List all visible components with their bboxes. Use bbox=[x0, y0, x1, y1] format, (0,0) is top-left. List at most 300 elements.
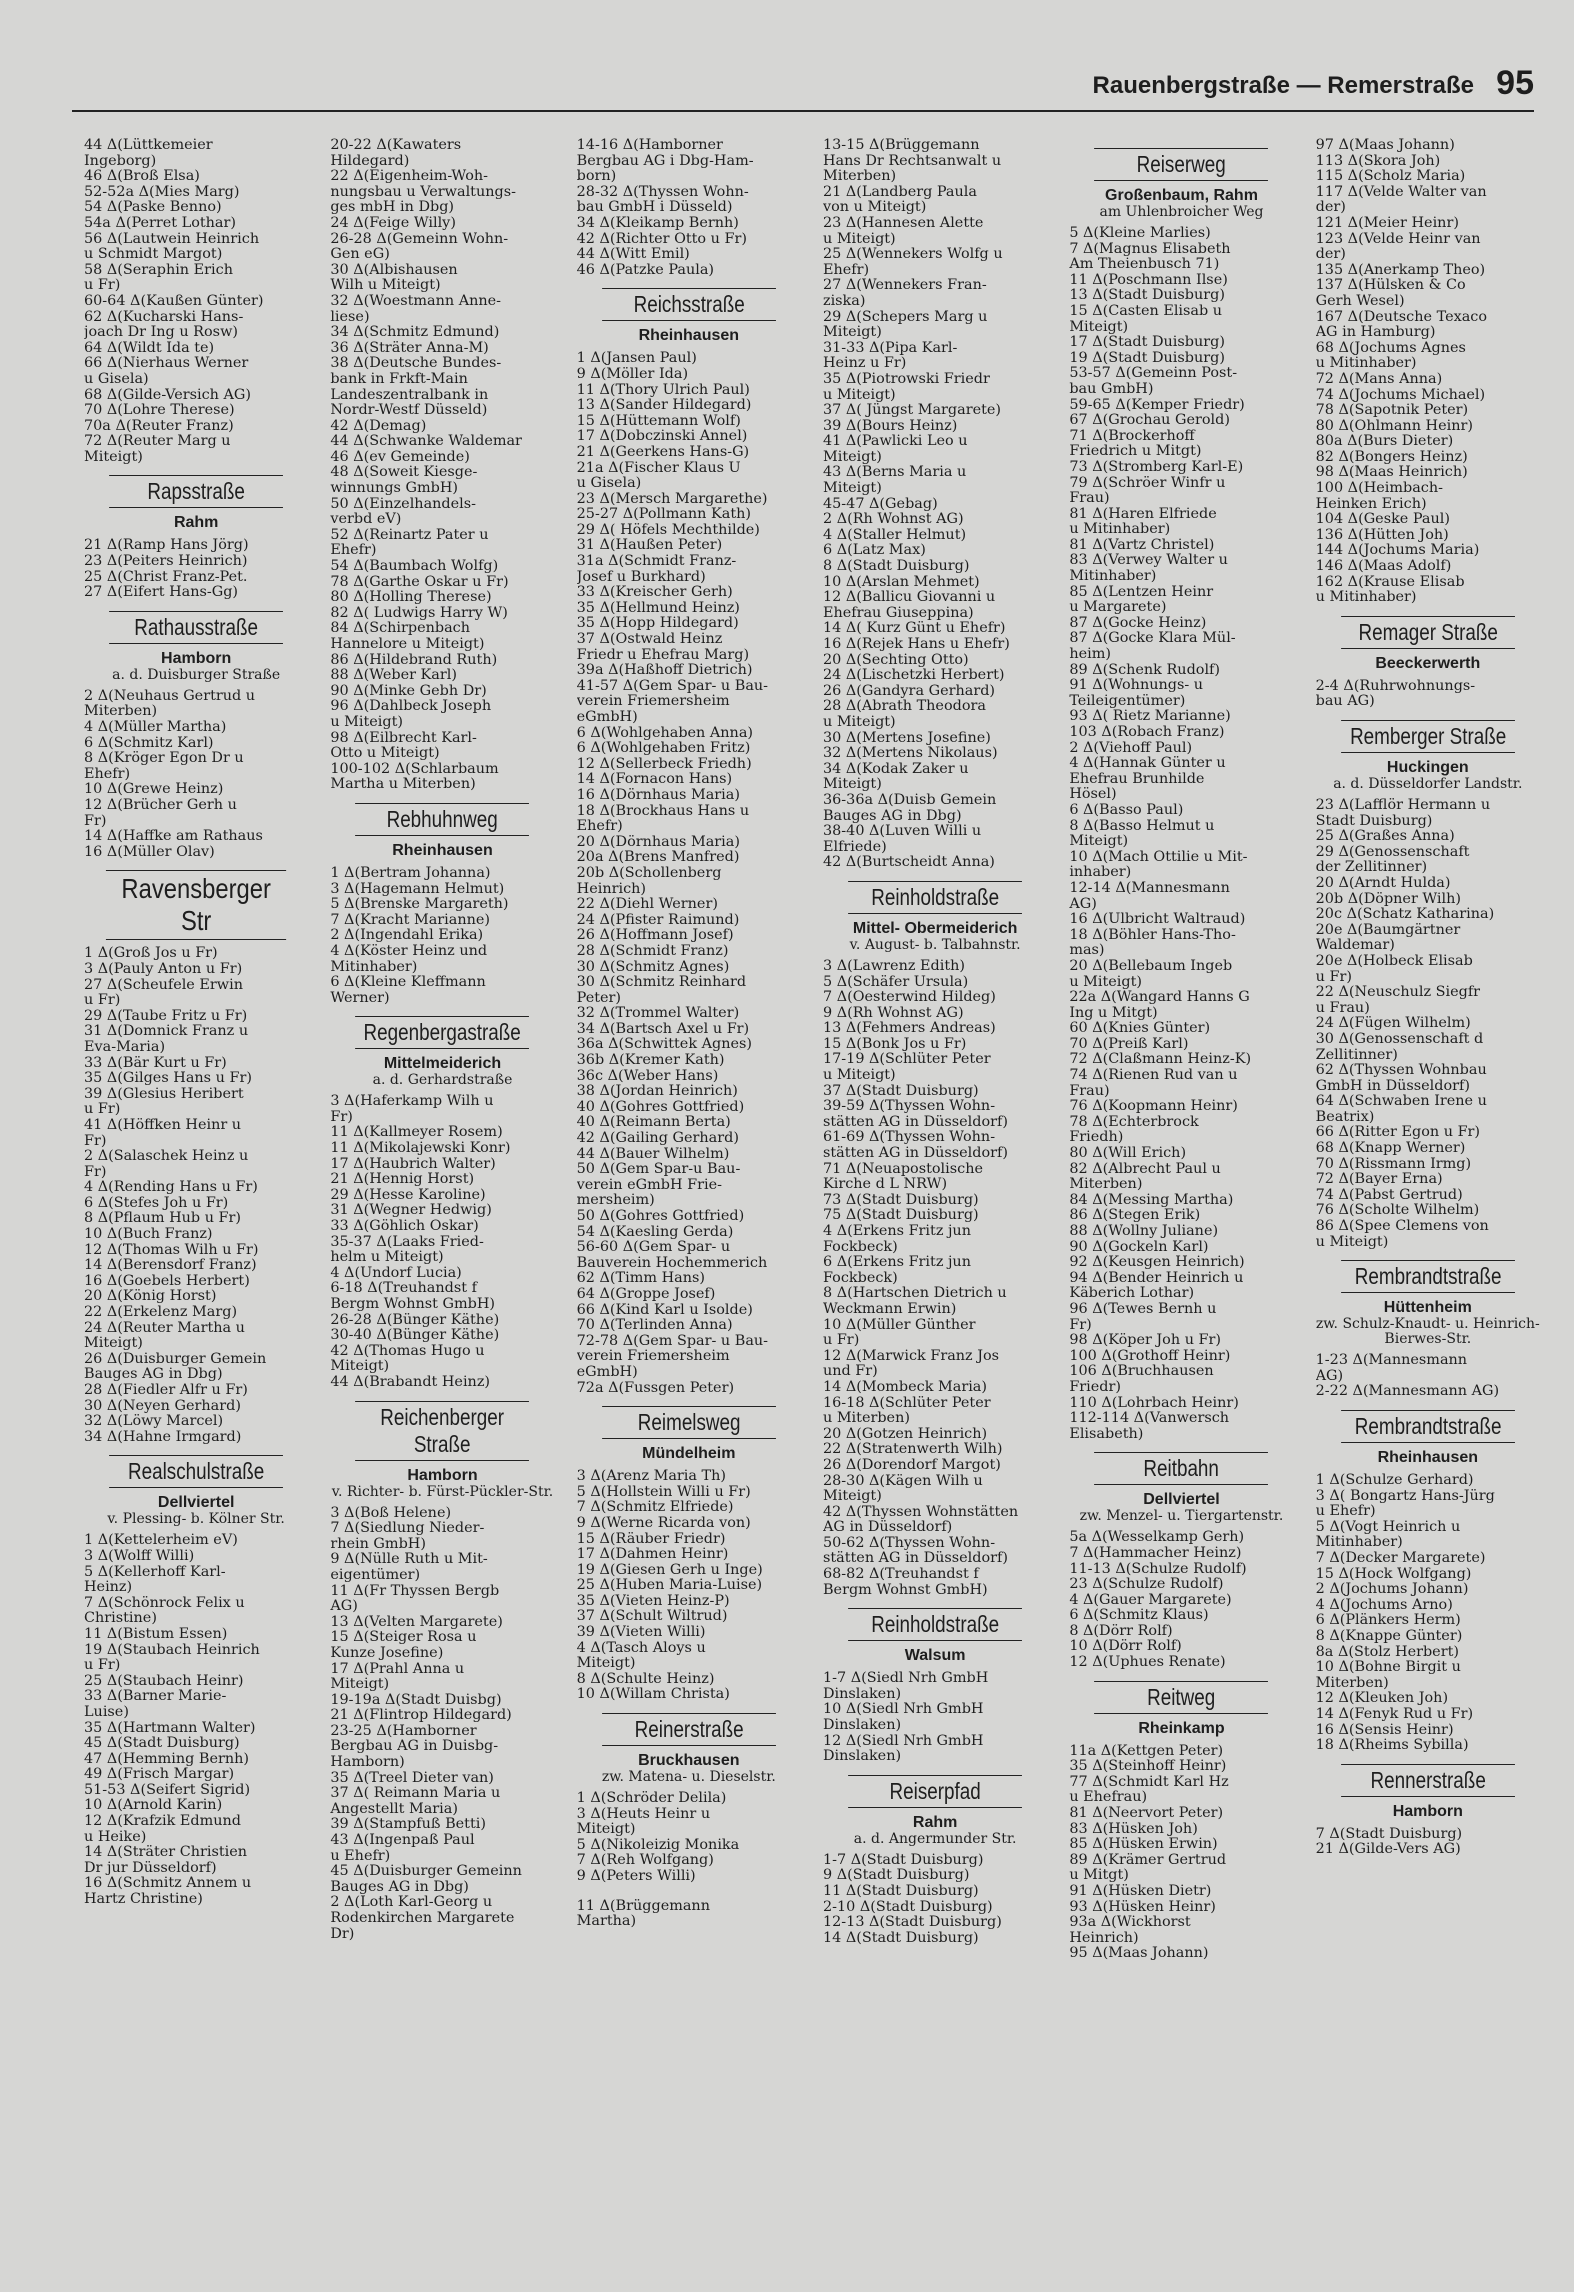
address-entry: 64 Δ(Groppe Josef) bbox=[576, 1285, 716, 1302]
address-entry: 73 Δ(Stadt Duisburg) bbox=[822, 1191, 979, 1208]
address-entry: 93 Δ(Hüsken Heinr) bbox=[1069, 1898, 1216, 1915]
street-heading bbox=[577, 1713, 801, 1785]
address-entry: 33 Δ(Barner Marie- bbox=[84, 1688, 227, 1705]
address-entry: joach Dr Ing u Rosw) bbox=[84, 324, 238, 341]
address-entry: Miteigt) bbox=[84, 1335, 143, 1352]
address-entry: 50 Δ(Gem Spar-u Bau- bbox=[576, 1161, 741, 1178]
address-entry: 54 Δ(Baumbach Wolfg) bbox=[330, 558, 499, 575]
street-range-note: am Uhlenbroicher Weg bbox=[1099, 204, 1264, 220]
address-entry: 22 Δ(Stratenwerth Wilh) bbox=[822, 1441, 1003, 1458]
address-entry: AG in Düsseldorf) bbox=[822, 1519, 953, 1536]
address-entry: 11 Δ(Thory Ulrich Paul) bbox=[576, 381, 750, 398]
address-entry: 22 Δ(Diehl Werner) bbox=[576, 896, 718, 913]
address-entry: 68 Δ(Knapp Werner) bbox=[1315, 1140, 1466, 1157]
district-name: Dellviertel bbox=[157, 1494, 235, 1512]
address-entry: 62 Δ(Kucharski Hans- bbox=[84, 308, 244, 325]
address-entry: 30 Δ(Genossenschaft d bbox=[1315, 1030, 1484, 1047]
address-entry: 44 Δ(Lüttkemeier bbox=[84, 138, 213, 153]
address-entry: 20 Δ(Dörnhaus Maria) bbox=[576, 833, 740, 850]
address-entry: 44 Δ(Bauer Wilhelm) bbox=[576, 1145, 730, 1162]
address-entry: 4 Δ(Hannak Günter u bbox=[1069, 755, 1226, 772]
street-name: Reichenberger Straße bbox=[355, 1401, 529, 1461]
address-entry: u Fr) bbox=[84, 1657, 121, 1674]
address-entry: 14 Δ(Fenyk Rud u Fr) bbox=[1315, 1705, 1474, 1722]
address-entry: AG) bbox=[330, 1598, 358, 1615]
street-name: Reitbahn bbox=[1094, 1452, 1268, 1485]
address-entry: 11a Δ(Kettgen Peter) bbox=[1069, 1742, 1224, 1759]
address-entry: 112-114 Δ(Vanwersch bbox=[1069, 1410, 1230, 1427]
address-entry: 6 Δ(Stefes Joh u Fr) bbox=[84, 1194, 229, 1211]
address-entry: 62 Δ(Thyssen Wohnbau bbox=[1315, 1062, 1487, 1079]
address-entry: u Heike) bbox=[84, 1828, 147, 1845]
address-entry: 7 Δ(Schmitz Elfriede) bbox=[576, 1499, 734, 1516]
address-entry: 91 Δ(Wohnungs- u bbox=[1069, 677, 1204, 694]
address-entry: 28-30 Δ(Kägen Wilh u bbox=[822, 1472, 983, 1489]
district-name: Hamborn bbox=[1392, 1802, 1463, 1820]
district-name: Mittel- Obermeiderich bbox=[852, 919, 1018, 937]
address-entry: 2 Δ(Salaschek Heinz u bbox=[84, 1148, 249, 1165]
address-entry: 1 Δ(Bertram Johanna) bbox=[330, 864, 491, 881]
directory-column bbox=[1069, 138, 1293, 2252]
address-entry: 83 Δ(Verwey Walter u bbox=[1069, 552, 1228, 569]
address-entry: 10 Δ(Buch Franz) bbox=[84, 1226, 213, 1243]
street-range-note: a. d. Duisburger Straße bbox=[112, 666, 281, 683]
address-entry: Martha u Miterben) bbox=[330, 776, 476, 793]
address-entry: 43 Δ(Ingenpaß Paul bbox=[330, 1832, 475, 1849]
address-entry: 30-40 Δ(Bünger Käthe) bbox=[330, 1327, 500, 1344]
address-entry: 17 Δ(Haubrich Walter) bbox=[330, 1155, 496, 1172]
address-entry: bau AG) bbox=[1315, 693, 1375, 710]
address-entry: Fr) bbox=[84, 812, 107, 829]
address-entry: 67 Δ(Grochau Gerold) bbox=[1069, 412, 1230, 429]
address-entry: 5 Δ(Brenske Margareth) bbox=[330, 896, 509, 913]
address-entry: Angestellt Maria) bbox=[330, 1800, 458, 1817]
address-entry: Bergbau AG in Duisbg- bbox=[330, 1738, 499, 1755]
address-entry: 20e Δ(Holbeck Elisab bbox=[1315, 952, 1473, 969]
address-entry: 146 Δ(Maas Adolf) bbox=[1315, 558, 1452, 575]
address-entry: Ehefrau Brunhilde bbox=[1069, 770, 1205, 787]
address-entry: 60-64 Δ(Kaußen Günter) bbox=[84, 292, 264, 309]
street-name: Reichsstraße bbox=[602, 288, 776, 321]
address-entry: 81 Δ(Neervort Peter) bbox=[1069, 1805, 1224, 1822]
address-entry: 12 Δ(Uphues Renate) bbox=[1069, 1654, 1226, 1671]
address-entry: 85 Δ(Lentzen Heinr bbox=[1069, 583, 1214, 600]
address-entry: 23 Δ(Hannesen Alette bbox=[822, 214, 984, 231]
address-entry: 72a Δ(Fussgen Peter) bbox=[576, 1379, 735, 1396]
address-entry: 28 Δ(Abrath Theodora bbox=[822, 698, 986, 715]
address-entry: 25 Δ(Graßes Anna) bbox=[1315, 828, 1455, 845]
address-entry: mas) bbox=[1069, 942, 1105, 959]
address-entry: 10 Δ(Siedl Nrh GmbH bbox=[822, 1701, 984, 1718]
address-entry: 13 Δ(Sander Hildegard) bbox=[576, 397, 752, 414]
address-entry: eigentümer) bbox=[330, 1566, 421, 1583]
address-entry: 23 Δ(Mersch Margarethe) bbox=[576, 490, 768, 507]
directory-columns bbox=[84, 138, 1540, 2252]
address-entry: 36b Δ(Kremer Kath) bbox=[576, 1052, 725, 1069]
address-entry: 5 Δ(Hollstein Willi u Fr) bbox=[576, 1483, 751, 1500]
address-entry: 68 Δ(Gilde-Versich AG) bbox=[84, 386, 251, 403]
address-entry: Zellitinner) bbox=[1315, 1046, 1398, 1063]
address-entry: Bauges AG in Dbg) bbox=[84, 1366, 223, 1383]
address-entry: Christine) bbox=[84, 1610, 157, 1627]
address-entry: rhein GmbH) bbox=[330, 1535, 426, 1552]
address-entry: Friedh) bbox=[1069, 1129, 1124, 1146]
address-entry: 90 Δ(Minke Gebh Dr) bbox=[330, 682, 487, 699]
address-entry: 22 Δ(Eigenheim-Woh- bbox=[330, 168, 489, 185]
address-entry: 13 Δ(Fehmers Andreas) bbox=[822, 1020, 996, 1037]
district-name: Rahm bbox=[912, 1813, 958, 1831]
street-heading bbox=[1069, 1681, 1293, 1738]
street-name: Rembrandtstraße bbox=[1341, 1260, 1515, 1293]
address-entry: 30 Δ(Neyen Gerhard) bbox=[84, 1397, 241, 1414]
address-entry: 61-69 Δ(Thyssen Wohn- bbox=[822, 1129, 996, 1146]
address-entry: 2 Δ(Neuhaus Gertrud u bbox=[84, 687, 256, 704]
address-entry: Luise) bbox=[84, 1703, 129, 1720]
address-entry: 31 Δ(Haußen Peter) bbox=[576, 537, 723, 554]
address-entry: 19 Δ(Giesen Gerh u Inge) bbox=[576, 1561, 763, 1578]
address-entry: Miteigt) bbox=[822, 448, 882, 465]
address-entry: 2 Δ(Loth Karl-Georg u bbox=[330, 1894, 493, 1911]
address-entry: 12 Δ(Ballicu Giovanni u bbox=[822, 589, 996, 606]
address-entry: 86 Δ(Stegen Erik) bbox=[1069, 1207, 1201, 1224]
address-entry: AG in Hamburg) bbox=[1315, 324, 1436, 341]
address-entry: 5 Δ(Kellerhoff Karl- bbox=[84, 1563, 226, 1580]
address-entry: 31a Δ(Schmidt Franz- bbox=[576, 553, 737, 570]
address-entry: 23 Δ(Peiters Heinrich) bbox=[84, 553, 248, 570]
address-entry: Dr) bbox=[330, 1925, 355, 1942]
address-entry: Elfriede) bbox=[822, 838, 887, 855]
address-entry: 30 Δ(Mertens Josefine) bbox=[822, 729, 991, 746]
address-entry: u Miteigt) bbox=[1069, 973, 1143, 990]
district-name: Mündelheim bbox=[642, 1445, 736, 1463]
address-entry: 4 Δ(Müller Martha) bbox=[84, 719, 227, 736]
address-entry: u Miteigt) bbox=[1315, 1233, 1389, 1250]
address-entry: Am Theienbusch 71) bbox=[1069, 256, 1220, 273]
address-entry: 35 Δ(Gilges Hans u Fr) bbox=[84, 1070, 252, 1087]
address-entry: 24 Δ(Reuter Martha u bbox=[84, 1319, 245, 1336]
address-entry: 10 Δ(Arslan Mehmet) bbox=[822, 573, 980, 590]
address-entry: Fr) bbox=[84, 1163, 107, 1180]
address-entry: 11 Δ(Brüggemann bbox=[576, 1897, 710, 1914]
address-entry: u Mitinhaber) bbox=[1069, 521, 1171, 538]
address-entry: 16 Δ(Ulbricht Waltraud) bbox=[1069, 911, 1246, 928]
address-entry: 16 Δ(Sensis Heinr) bbox=[1315, 1721, 1454, 1738]
address-entry: 5 Δ(Vogt Heinrich u bbox=[1315, 1518, 1461, 1535]
page-number: 95 bbox=[1496, 64, 1534, 102]
address-entry: Fr) bbox=[1069, 1316, 1092, 1333]
address-entry: 8a Δ(Stolz Herbert) bbox=[1315, 1643, 1459, 1660]
address-entry: 22 Δ(Erkelenz Marg) bbox=[84, 1304, 238, 1321]
address-entry: 20b Δ(Döpner Wilh) bbox=[1315, 890, 1462, 907]
address-entry: verein Friemersheim bbox=[576, 693, 730, 710]
street-heading bbox=[330, 803, 554, 860]
address-entry: Frau) bbox=[1069, 490, 1110, 507]
address-entry: Teileigentümer) bbox=[1069, 692, 1186, 709]
address-entry: 26 Δ(Duisburger Gemein bbox=[84, 1350, 267, 1367]
address-entry: Ehefr) bbox=[822, 261, 870, 278]
address-entry: 11 Δ(Mikolajewski Konr) bbox=[330, 1140, 511, 1157]
address-entry: u Miteigt) bbox=[822, 1067, 896, 1084]
address-entry: 70 Δ(Terlinden Anna) bbox=[576, 1317, 733, 1334]
street-range-note: v. Plessing- b. Kölner Str. bbox=[107, 1511, 285, 1528]
address-entry: 84 Δ(Schirpenbach bbox=[330, 620, 471, 637]
address-entry: 110 Δ(Lohrbach Heinr) bbox=[1069, 1394, 1239, 1411]
address-entry: 23-25 Δ(Hamborner bbox=[330, 1722, 477, 1739]
address-entry: 84 Δ(Messing Martha) bbox=[1069, 1191, 1234, 1208]
address-entry: 24 Δ(Fügen Wilhelm) bbox=[1315, 1015, 1471, 1032]
address-entry: 4 Δ(Staller Helmut) bbox=[822, 526, 967, 543]
address-entry: verein Friemersheim bbox=[576, 1348, 730, 1365]
address-entry: 80 Δ(Will Erich) bbox=[1069, 1145, 1187, 1162]
address-entry: 7 Δ(Reh Wolfgang) bbox=[576, 1852, 714, 1869]
address-entry: 39a Δ(Haßhoff Dietrich) bbox=[576, 662, 753, 679]
address-entry: der) bbox=[1315, 246, 1346, 263]
address-entry: 3 Δ(Heuts Heinr u bbox=[576, 1805, 711, 1822]
directory-column bbox=[1316, 138, 1540, 2252]
address-entry: 4 Δ(Gauer Margarete) bbox=[1069, 1591, 1232, 1608]
address-entry: Bergm Wohnst GmbH) bbox=[822, 1581, 988, 1598]
district-name: Hüttenheim bbox=[1383, 1299, 1472, 1317]
address-entry: 3 Δ(Boß Helene) bbox=[330, 1504, 452, 1521]
address-entry: 6 Δ(Schmitz Karl) bbox=[84, 734, 214, 751]
address-entry: Miteigt) bbox=[822, 480, 882, 497]
address-entry: 33 Δ(Kreischer Gerh) bbox=[576, 584, 733, 601]
address-entry: 30 Δ(Albishausen bbox=[330, 261, 458, 278]
street-name: Reiserpfad bbox=[848, 1775, 1022, 1808]
address-entry: 38 Δ(Deutsche Bundes- bbox=[330, 355, 502, 372]
address-entry: 81 Δ(Vartz Christel) bbox=[1069, 536, 1215, 553]
address-entry: born) bbox=[576, 168, 617, 185]
address-entry: 14 Δ(Sträter Christien bbox=[84, 1844, 248, 1861]
address-entry: Miterben) bbox=[1315, 1674, 1389, 1691]
address-entry: 136 Δ(Hütten Joh) bbox=[1315, 526, 1449, 543]
address-entry: 72 Δ(Reuter Marg u bbox=[84, 433, 231, 450]
address-entry: Peter) bbox=[576, 989, 622, 1006]
address-entry: 40 Δ(Reimann Berta) bbox=[576, 1114, 731, 1131]
address-entry: Nordr-Westf Düsseld) bbox=[330, 402, 488, 419]
address-entry: AG) bbox=[1315, 1367, 1344, 1384]
street-heading bbox=[84, 611, 308, 683]
district-name: Großenbaum, Rahm bbox=[1105, 187, 1258, 204]
address-entry: 106 Δ(Bruchhausen bbox=[1069, 1363, 1214, 1380]
address-entry: 52-52a Δ(Mies Marg) bbox=[84, 183, 240, 200]
address-entry: 29 Δ(Taube Fritz u Fr) bbox=[84, 1007, 248, 1024]
address-entry: 21 Δ(Geerkens Hans-G) bbox=[576, 443, 750, 460]
address-entry: nungsbau u Verwaltungs- bbox=[330, 183, 516, 200]
address-entry: 20 Δ(König Horst) bbox=[84, 1288, 217, 1305]
address-entry: 36-36a Δ(Duisb Gemein bbox=[822, 791, 997, 808]
address-entry: Heinrich) bbox=[1069, 1929, 1139, 1946]
address-entry: u Mitinhaber) bbox=[1315, 355, 1417, 372]
address-entry: 7 Δ(Magnus Elisabeth bbox=[1069, 240, 1231, 257]
address-entry: 2-22 Δ(Mannesmann AG) bbox=[1315, 1383, 1500, 1400]
address-entry: 66 Δ(Kind Karl u Isolde) bbox=[576, 1301, 753, 1318]
address-entry: 12 Δ(Krafzik Edmund bbox=[84, 1813, 242, 1830]
address-entry: u Miteigt) bbox=[822, 713, 896, 730]
address-entry: Hamborn) bbox=[330, 1754, 405, 1771]
address-entry: 70a Δ(Reuter Franz) bbox=[84, 417, 234, 434]
address-entry: 3 Δ(Arenz Maria Th) bbox=[576, 1468, 727, 1485]
address-entry: 80 Δ(Ohlmann Heinr) bbox=[1315, 417, 1473, 434]
address-entry: 34 Δ(Kleikamp Bernh) bbox=[576, 214, 739, 231]
address-entry: 42 Δ(Gailing Gerhard) bbox=[576, 1130, 739, 1147]
address-entry: Gen eG) bbox=[330, 246, 390, 263]
address-entry: u Mitgt) bbox=[1069, 1867, 1129, 1884]
address-entry: 25 Δ(Staubach Heinr) bbox=[84, 1672, 244, 1689]
address-entry: Friedr u Ehefrau Marg) bbox=[576, 646, 750, 663]
address-entry: u Mitinhaber) bbox=[1315, 589, 1417, 606]
address-entry: Heinz) bbox=[84, 1579, 133, 1596]
address-entry: 41 Δ(Pawlicki Leo u bbox=[822, 433, 968, 450]
address-entry: 1 Δ(Groß Jos u Fr) bbox=[84, 945, 218, 962]
address-entry: 74 Δ(Jochums Michael) bbox=[1315, 386, 1486, 403]
address-entry: ziska) bbox=[822, 292, 866, 309]
address-entry: 74 Δ(Pabst Gertrud) bbox=[1315, 1186, 1463, 1203]
address-entry: 5 Δ(Kleine Marlies) bbox=[1069, 225, 1211, 241]
address-entry: 83 Δ(Hüsken Joh) bbox=[1069, 1820, 1198, 1837]
address-entry: 32 Δ(Trommel Walter) bbox=[576, 1005, 740, 1022]
address-entry: 13 Δ(Stadt Duisburg) bbox=[1069, 287, 1225, 304]
address-entry: 1 Δ(Jansen Paul) bbox=[576, 350, 697, 367]
directory-column bbox=[823, 138, 1047, 2252]
address-entry: 50 Δ(Einzelhandels- bbox=[330, 495, 476, 512]
address-entry: 12 Δ(Siedl Nrh GmbH bbox=[822, 1732, 984, 1749]
address-entry: 9 Δ(Werne Ricarda von) bbox=[576, 1514, 751, 1531]
address-entry: u Fr) bbox=[84, 992, 121, 1009]
address-entry: 88 Δ(Weber Karl) bbox=[330, 667, 457, 684]
address-entry: 20 Δ(Sechting Otto) bbox=[822, 651, 969, 668]
address-entry: Heinken Erich) bbox=[1315, 495, 1427, 512]
address-entry: 93 Δ( Rietz Marianne) bbox=[1069, 708, 1231, 725]
address-entry: Miteigt) bbox=[576, 1821, 636, 1838]
address-entry: Josef u Burkhard) bbox=[576, 568, 706, 585]
address-entry: 6 Δ(Latz Max) bbox=[822, 542, 926, 559]
address-entry: Beatrix) bbox=[1315, 1108, 1375, 1125]
running-title: Rauenbergstraße — Remerstraße bbox=[1092, 72, 1474, 99]
address-entry: 20-22 Δ(Kawaters bbox=[330, 138, 462, 153]
address-entry: 34 Δ(Bartsch Axel u Fr) bbox=[576, 1020, 750, 1037]
address-entry: 26-28 Δ(Gemeinn Wohn- bbox=[330, 230, 509, 247]
address-entry: 8 Δ(Knappe Günter) bbox=[1315, 1627, 1463, 1644]
street-name: Rembrandtstraße bbox=[1341, 1410, 1515, 1443]
address-entry: Dinslaken) bbox=[822, 1748, 902, 1765]
address-entry: 26 Δ(Dorendorf Margot) bbox=[822, 1456, 1001, 1473]
street-name: Rapsstraße bbox=[109, 475, 283, 508]
address-entry: 66 Δ(Ritter Egon u Fr) bbox=[1315, 1124, 1481, 1141]
address-entry: 18 Δ(Rheims Sybilla) bbox=[1315, 1737, 1469, 1754]
address-entry: Werner) bbox=[330, 989, 390, 1006]
address-entry: der) bbox=[1315, 199, 1346, 216]
address-entry: Hildegard) bbox=[330, 152, 410, 169]
street-heading bbox=[1316, 720, 1540, 792]
address-entry: inhaber) bbox=[1069, 864, 1132, 881]
district-name: Hamborn bbox=[161, 649, 232, 667]
address-entry: 29 Δ(Genossenschaft bbox=[1315, 843, 1470, 860]
address-entry: Miteigt) bbox=[84, 448, 143, 465]
address-entry: 16 Δ(Rejek Hans u Ehefr) bbox=[822, 636, 1010, 652]
address-entry: 6 Δ(Plänkers Herm) bbox=[1315, 1612, 1461, 1629]
address-entry: 47 Δ(Hemming Bernh) bbox=[84, 1750, 250, 1767]
address-entry: 15 Δ(Hüttemann Wolf) bbox=[576, 412, 741, 429]
address-entry: 28 Δ(Fiedler Alfr u Fr) bbox=[84, 1382, 248, 1398]
address-entry: 4 Δ(Undorf Lucia) bbox=[330, 1264, 462, 1281]
address-entry: 1-7 Δ(Stadt Duisburg) bbox=[822, 1851, 984, 1868]
address-entry: 35 Δ(Treel Dieter van) bbox=[330, 1769, 494, 1786]
address-entry: 14 Δ(Fornacon Hans) bbox=[576, 771, 733, 788]
address-entry: 62 Δ(Timm Hans) bbox=[576, 1270, 706, 1287]
address-entry: 15 Δ(Steiger Rosa u bbox=[330, 1629, 477, 1646]
address-entry: 44 Δ(Schwanke Waldemar bbox=[330, 433, 522, 450]
district-name: Bruckhausen bbox=[638, 1752, 740, 1770]
address-entry: 14 Δ(Stadt Duisburg) bbox=[822, 1929, 979, 1946]
address-entry: 12 Δ(Sellerbeck Friedh) bbox=[576, 755, 752, 772]
address-entry: 31 Δ(Wegner Hedwig) bbox=[330, 1202, 492, 1219]
address-entry: 72-78 Δ(Gem Spar- u Bau- bbox=[576, 1332, 769, 1349]
address-entry: 76 Δ(Scholte Wilhelm) bbox=[1315, 1202, 1480, 1219]
address-entry: 38 Δ(Jordan Heinrich) bbox=[576, 1083, 738, 1100]
street-heading bbox=[1316, 1764, 1540, 1821]
address-entry: 23 Δ(Lafflör Hermann u bbox=[1315, 797, 1491, 813]
address-entry: 24 Δ(Lischetzki Herbert) bbox=[822, 667, 1005, 684]
street-heading bbox=[823, 1775, 1047, 1847]
address-entry: 21a Δ(Fischer Klaus U bbox=[576, 459, 741, 476]
address-entry: 27 Δ(Eifert Hans-Gg) bbox=[84, 584, 239, 601]
address-entry: Bauges AG in Dbg) bbox=[330, 1878, 469, 1895]
address-entry: Miteigt) bbox=[1069, 833, 1129, 850]
address-entry: 71 Δ(Brockerhoff bbox=[1069, 427, 1195, 444]
address-entry: Wilh u Miteigt) bbox=[330, 277, 441, 294]
street-range-note: a. d. Düsseldorfer Landstr. bbox=[1333, 776, 1523, 792]
address-entry: Bauges AG in Dbg) bbox=[822, 807, 962, 824]
address-entry: Martha) bbox=[576, 1913, 637, 1930]
address-entry: 72 Δ(Claßmann Heinz-K) bbox=[1069, 1051, 1252, 1068]
address-entry: ges mbH in Dbg) bbox=[330, 199, 455, 216]
address-entry: 24 Δ(Feige Willy) bbox=[330, 214, 456, 231]
address-entry: 12 Δ(Kleuken Joh) bbox=[1315, 1690, 1449, 1707]
address-entry: 15 Δ(Bonk Jos u Fr) bbox=[822, 1035, 967, 1052]
address-entry: 21 Δ(Gilde-Vers AG) bbox=[1315, 1841, 1461, 1858]
address-entry: u Ehefr) bbox=[1315, 1503, 1376, 1520]
address-entry: liese) bbox=[330, 308, 370, 325]
street-heading bbox=[823, 1608, 1047, 1665]
address-entry: 60 Δ(Knies Günter) bbox=[1069, 1020, 1211, 1037]
address-entry: 46 Δ(Broß Elsa) bbox=[84, 168, 200, 185]
address-entry: 3 Δ(Wolff Willi) bbox=[84, 1547, 195, 1564]
street-heading bbox=[84, 475, 308, 532]
address-entry: 7 Δ(Oesterwind Hildeg) bbox=[822, 989, 996, 1006]
street-name: Reinholdstraße bbox=[848, 881, 1022, 914]
address-entry: 6 Δ(Wohlgehaben Fritz) bbox=[576, 740, 751, 757]
address-entry: 68 Δ(Jochums Agnes bbox=[1315, 339, 1466, 356]
address-entry: 14 Δ(Haffke am Rathaus bbox=[84, 828, 263, 845]
district-name: Rheinhausen bbox=[638, 327, 740, 345]
address-entry: 20 Δ(Arndt Hulda) bbox=[1315, 874, 1451, 891]
address-entry: bank in Frkft-Main bbox=[330, 370, 468, 387]
address-entry: Friedr) bbox=[1069, 1378, 1122, 1395]
address-entry: u Gisela) bbox=[576, 475, 642, 492]
address-entry: Hans Dr Rechtsanwalt u bbox=[822, 152, 1002, 169]
street-name: Rebhuhnweg bbox=[355, 803, 529, 836]
address-entry: stätten AG in Düsseldorf) bbox=[822, 1113, 1008, 1130]
address-entry: 13 Δ(Velten Margarete) bbox=[330, 1613, 503, 1630]
address-entry: Heinrich) bbox=[576, 880, 647, 897]
district-name: Mittelmeiderich bbox=[383, 1055, 502, 1073]
street-heading bbox=[84, 870, 308, 940]
street-name: Remager Straße bbox=[1341, 616, 1515, 649]
address-entry: 76 Δ(Koopmann Heinr) bbox=[1069, 1098, 1238, 1115]
address-entry: 21 Δ(Landberg Paula bbox=[822, 183, 977, 200]
district-name: Rheinhausen bbox=[1377, 1449, 1479, 1466]
